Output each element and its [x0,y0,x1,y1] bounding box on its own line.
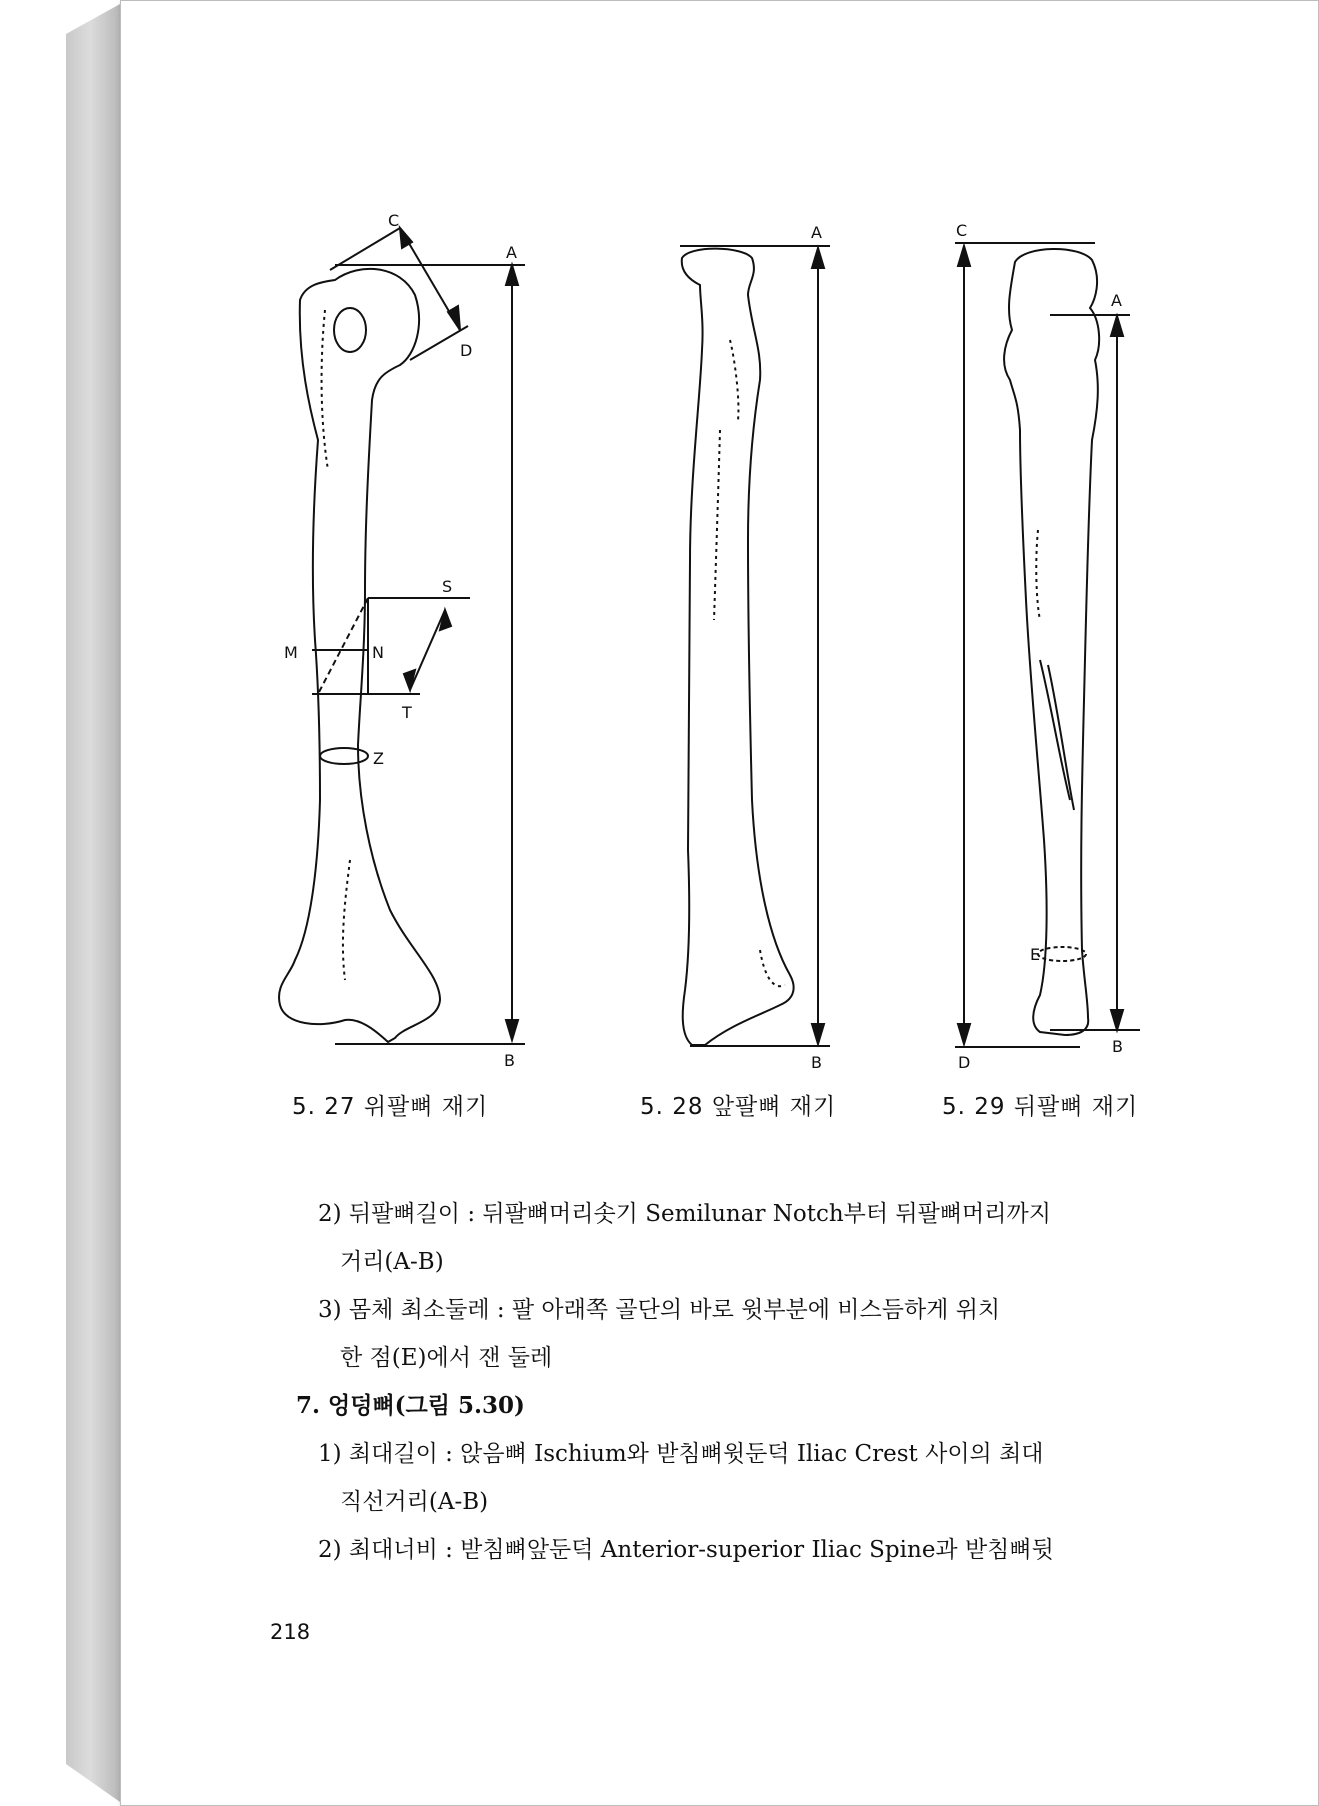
humerus-head-detail [334,308,366,352]
label-B: B [1112,1037,1123,1056]
item-2-line-2: 거리(A-B) [340,1249,444,1275]
label-C: C [956,221,968,240]
radius-outline [682,249,794,1045]
ulna-outline [1004,249,1099,1035]
caption-fig-5-29: 5. 29 뒤팔뼈 재기 [942,1094,1139,1120]
ulna-figure [955,221,1140,1072]
label-D: D [460,341,473,360]
label-A: A [811,223,822,242]
item-2-line-1: 2) 뒤팔뼈길이 : 뒤팔뼈머리솟기 Semilunar Notch부터 뒤팔뼈머리까지 [318,1201,1051,1227]
label-S: S [442,577,453,596]
section-7-heading: 7. 엉덩뼈(그림 5.30) [296,1392,525,1419]
caption-fig-5-27: 5. 27 위팔뼈 재기 [292,1094,489,1120]
humerus-figure [279,211,525,1070]
label-A: A [1111,291,1122,310]
label-B: B [811,1053,822,1072]
label-M: M [284,643,298,662]
label-E: E [1030,945,1041,964]
item-3-line-1: 3) 몸체 최소둘레 : 팔 아래쪽 골단의 바로 윗부분에 비스듬하게 위치 [318,1297,1001,1323]
caption-fig-5-28: 5. 28 앞팔뼈 재기 [640,1094,837,1120]
humerus-circumference-z [320,748,368,764]
label-N: N [372,643,384,662]
s7-item-2-line-1: 2) 최대너비 : 받침뼈앞둔덕 Anterior-superior Iliac Spine과 받침뼈뒷 [318,1537,1054,1563]
humerus-outline [279,269,440,1042]
label-T: T [402,703,412,722]
label-C: C [388,211,400,230]
label-D: D [958,1053,971,1072]
label-A: A [506,243,517,262]
label-Z: Z [373,749,384,768]
page-number: 218 [270,1620,311,1644]
item-3-line-2: 한 점(E)에서 잰 둘레 [340,1345,553,1371]
s7-item-1-line-1: 1) 최대길이 : 앉음뼈 Ischium와 받침뼈윗둔덕 Iliac Crest 사이의 최대 [318,1441,1044,1467]
s7-item-1-line-2: 직선거리(A-B) [340,1489,489,1515]
label-B: B [504,1051,515,1070]
radius-figure [680,223,830,1072]
